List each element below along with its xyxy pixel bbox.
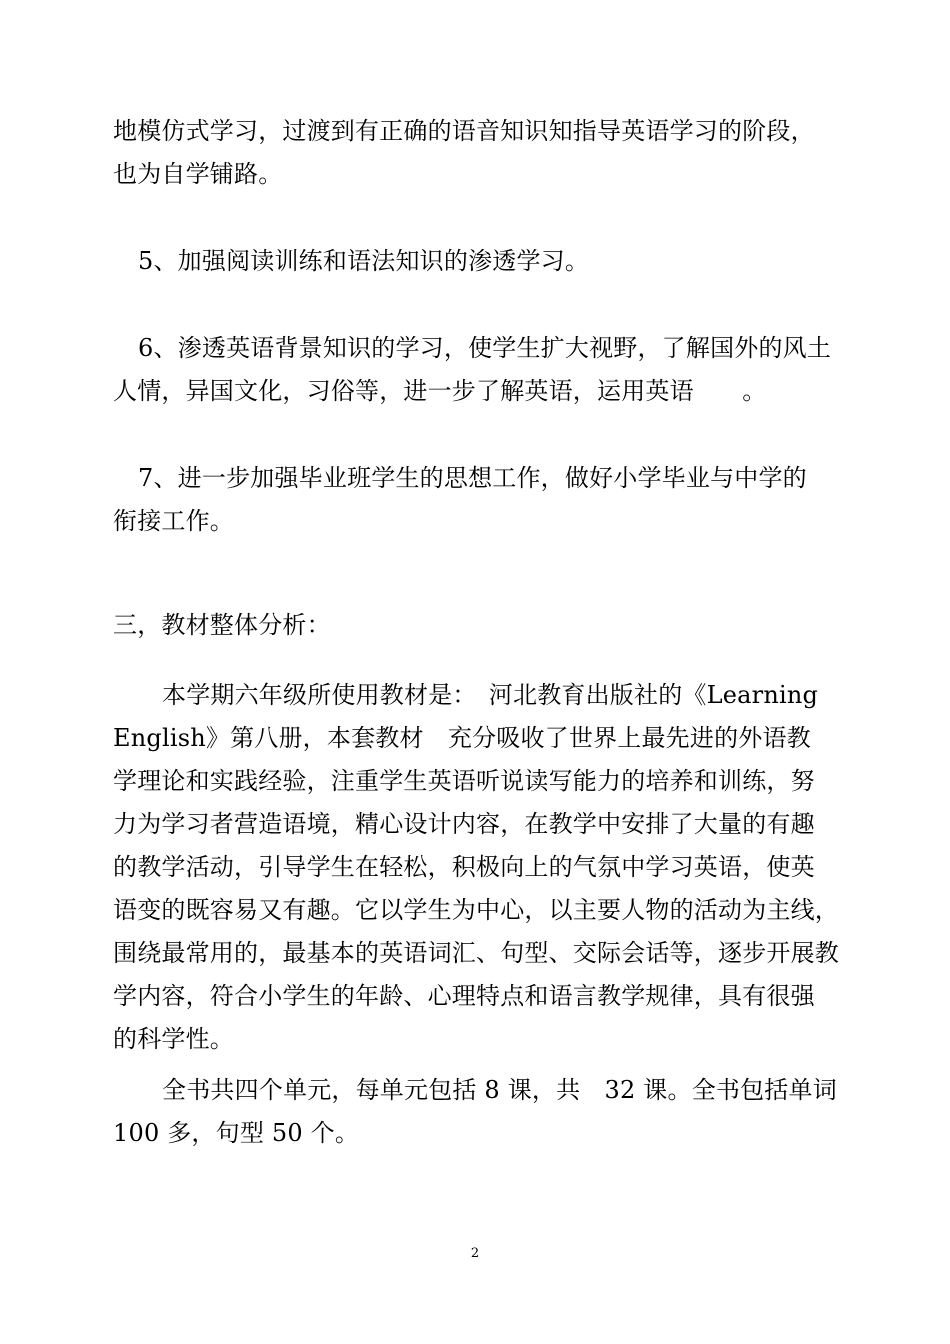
text-line: 衔接工作。 (113, 507, 234, 535)
list-item-7: 7、进一步加强毕业班学生的思想工作，做好小学毕业与中学的 (138, 464, 807, 492)
paragraph-line: 学理论和实践经验，注重学生英语听说读写能力的培养和训练，努 (113, 767, 815, 795)
paragraph-line: 力为学习者营造语境，精心设计内容，在教学中安排了大量的有趣 (113, 810, 815, 838)
text-line: 也为自学铺路。 (113, 160, 283, 188)
paragraph-line: English》第八册，本套教材 充分吸收了世界上最先进的外语教 (113, 724, 811, 752)
page-number: 2 (470, 1246, 480, 1261)
paragraph-line: 本学期六年级所使用教材是： 河北教育出版社的《Learning (162, 681, 819, 709)
paragraph-line: 的教学活动，引导学生在轻松，积极向上的气氛中学习英语，使英 (113, 853, 815, 881)
paragraph-line: 围绕最常用的，最基本的英语词汇、句型、交际会话等，逐步开展教 (113, 939, 839, 967)
paragraph-line: 的科学性。 (113, 1025, 234, 1053)
text-line: 人情，异国文化，习俗等，进一步了解英语，运用英语 。 (113, 377, 767, 405)
paragraph-line: 全书共四个单元，每单元包括 8 课，共 32 课。全书包括单词 (162, 1076, 837, 1104)
section-heading: 三，教材整体分析： (113, 611, 331, 639)
paragraph-line: 100 多，句型 50 个。 (113, 1119, 360, 1147)
text-line: 地模仿式学习，过渡到有正确的语音知识知指导英语学习的阶段， (113, 117, 815, 145)
paragraph-line: 语变的既容易又有趣。它以学生为中心，以主要人物的活动为主线， (113, 896, 839, 924)
paragraph-line: 学内容，符合小学生的年龄、心理特点和语言教学规律，具有很强 (113, 982, 815, 1010)
list-item-5: 5、加强阅读训练和语法知识的渗透学习。 (138, 247, 590, 275)
list-item-6: 6、渗透英语背景知识的学习，使学生扩大视野，了解国外的风土 (138, 334, 832, 362)
